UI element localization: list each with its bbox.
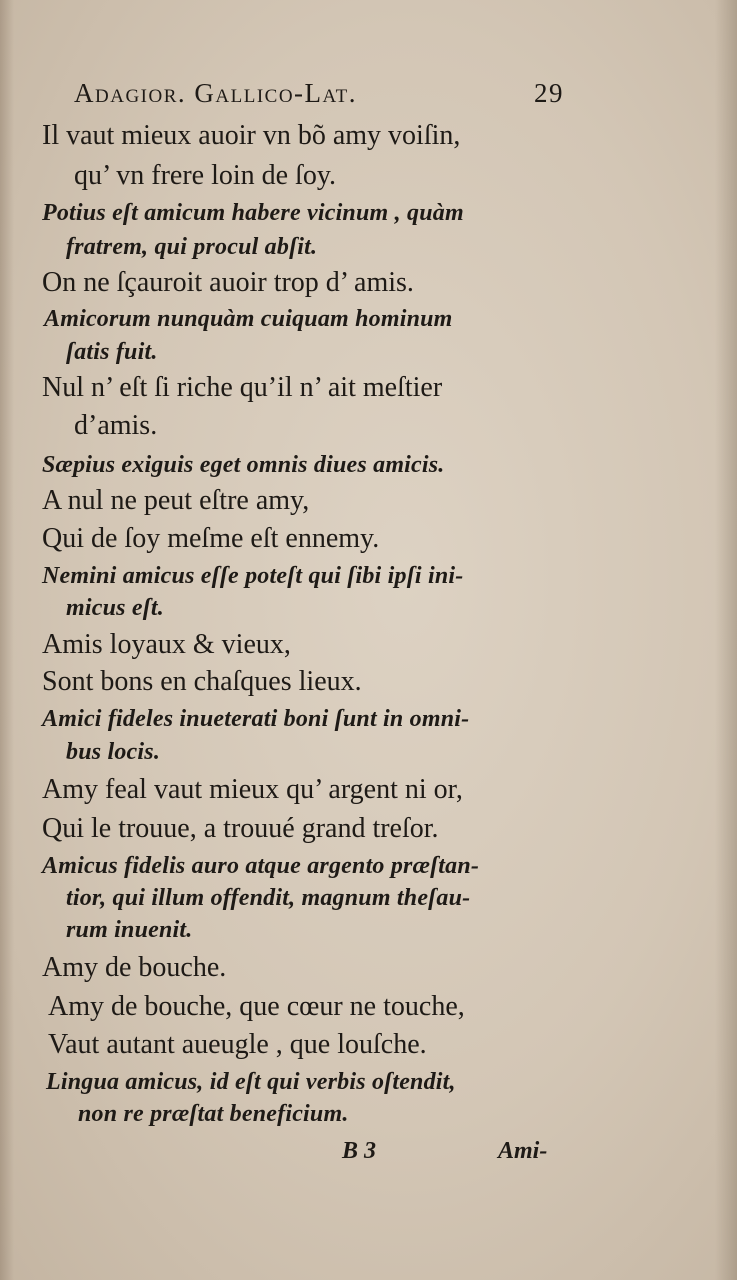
text-line-latin: Sæpius exiguis eget omnis diues amicis.	[42, 452, 445, 478]
text-line-french: A nul ne peut eſtre amy,	[42, 485, 310, 516]
text-line-french: Vaut autant aueugle , que louſche.	[48, 1029, 427, 1060]
text-line-french: Amy de bouche, que cœur ne touche,	[48, 991, 465, 1022]
text-line-french: Sont bons en chaſques lieux.	[42, 666, 362, 697]
text-line-latin: fratrem, qui procul abſit.	[66, 234, 318, 260]
text-line-french: Il vaut mieux auoir vn bõ amy voiſin,	[42, 120, 461, 151]
text-line-french: Nul n’ eſt ſi riche qu’il n’ ait meſtier	[42, 372, 443, 403]
text-line-latin: Potius eſt amicum habere vicinum , quàm	[42, 200, 464, 226]
text-line-latin: Lingua amicus, id eſt qui verbis oſtendit,	[46, 1069, 456, 1095]
running-head-title: Adagior. Gallico-Lat.	[74, 78, 357, 108]
text-line-latin: non re præſtat beneficium.	[78, 1101, 349, 1127]
text-line-latin: bus locis.	[66, 739, 161, 765]
text-line-latin: Amici fideles inueterati boni ſunt in omni-	[42, 706, 470, 732]
text-line-latin: Nemini amicus eſſe poteſt qui ſibi ipſi ini-	[42, 563, 464, 589]
running-head	[74, 78, 564, 108]
text-line-latin: tior, qui illum offendit, magnum theſau-	[66, 885, 471, 911]
text-line-french: Qui le trouue, a trouué grand treſor.	[42, 813, 439, 844]
gutter-shadow	[0, 0, 14, 1280]
text-line-french: qu’ vn frere loin de ſoy.	[74, 160, 337, 191]
text-line-latin: Amicus fidelis auro atque argento præſtan-	[42, 853, 480, 879]
page-number: 29	[534, 78, 564, 108]
catchword: Ami-	[498, 1138, 548, 1164]
text-line-latin: ſatis fuit.	[66, 339, 158, 365]
text-line-french: d’amis.	[74, 410, 158, 441]
text-line-french: Amy de bouche.	[42, 952, 227, 983]
signature-mark: B 3	[342, 1138, 377, 1164]
text-line-latin: rum inuenit.	[66, 917, 193, 943]
text-line-french: On ne ſçauroit auoir trop d’ amis.	[42, 267, 414, 298]
text-line-latin: Amicorum nunquàm cuiquam hominum	[44, 306, 453, 332]
text-line-latin: micus eſt.	[66, 595, 164, 621]
text-line-french: Qui de ſoy meſme eſt ennemy.	[42, 523, 380, 554]
edge-shadow	[715, 0, 737, 1280]
text-line-french: Amis loyaux & vieux,	[42, 629, 291, 660]
text-line-french: Amy feal vaut mieux qu’ argent ni or,	[42, 774, 463, 805]
